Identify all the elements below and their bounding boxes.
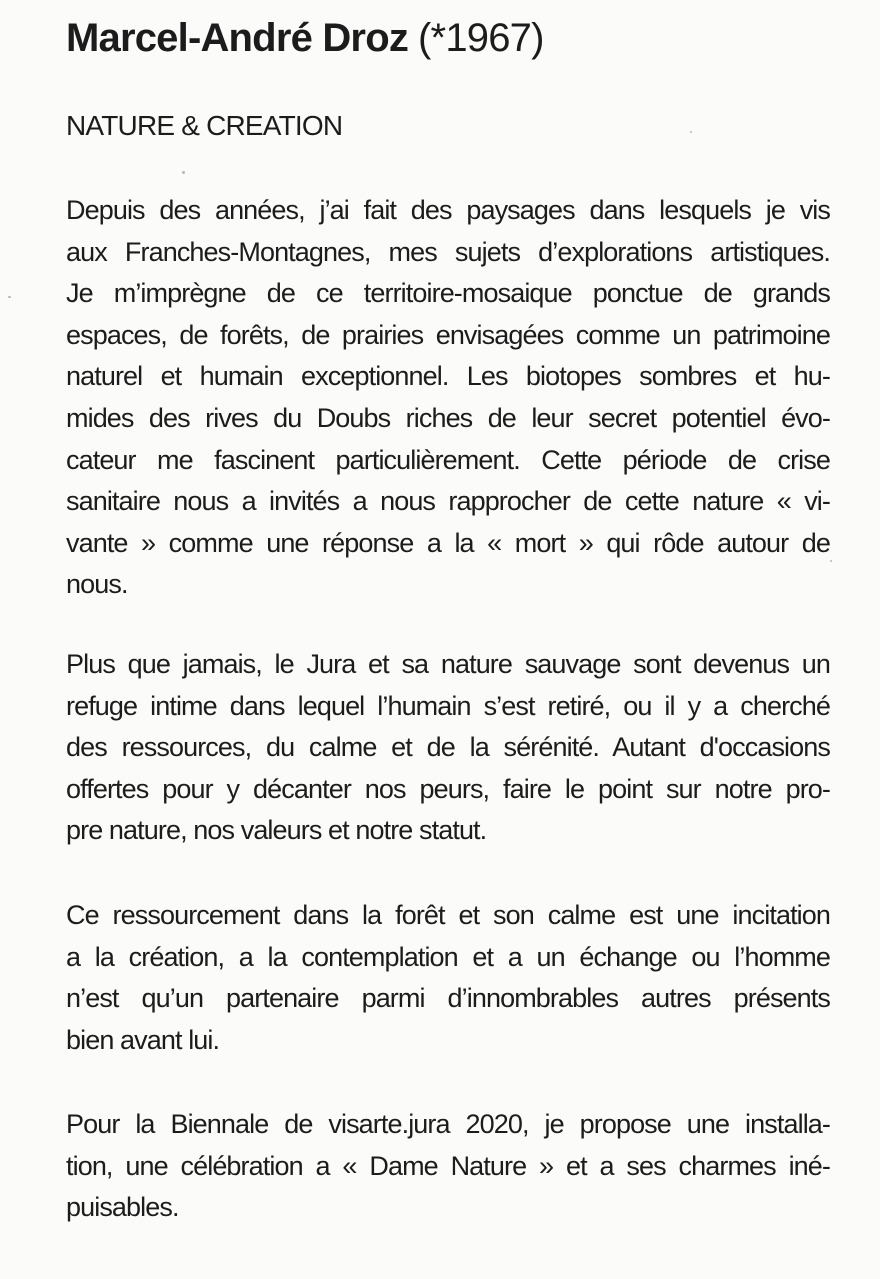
paper-speck: [690, 131, 692, 133]
text-line: espaces, de forêts, de prairies envisagées comme un patrimoine: [66, 319, 830, 350]
text-line: nous.: [66, 569, 128, 600]
paper-speck: [182, 171, 185, 174]
artist-birth-year: (*1967): [418, 16, 544, 60]
text-line: a la création, a la contemplation et a un échange ou l’homme: [66, 941, 830, 972]
paragraph-1: [66, 190, 830, 606]
paragraph-4: [66, 1104, 830, 1229]
text-line: refuge intime dans lequel l’humain s’est retiré, ou il y a cherché: [66, 690, 830, 721]
text-line: n’est qu’un partenaire parmi d’innombrables autres présents: [66, 983, 830, 1014]
text-line: pre nature, nos valeurs et notre statut.: [66, 815, 487, 846]
text-line: offertes pour y décanter nos peurs, faire le point sur notre pro-: [66, 773, 830, 804]
text-line: Plus que jamais, le Jura et sa nature sauvage sont devenus un: [66, 649, 830, 679]
paragraph-3: [66, 895, 830, 1061]
text-line: Depuis des années, j’ai fait des paysages dans lesquels je vis: [66, 195, 830, 225]
section-title: NATURE & CREATION: [66, 110, 343, 141]
paper-speck: [8, 296, 11, 298]
artist-name: Marcel-André Droz: [66, 16, 409, 60]
text-line: des ressources, du calme et de la sérénité. Autant d'occasions: [66, 732, 830, 763]
text-line: cateur me fascinent particulièrement. Cette période de crise: [66, 444, 830, 475]
text-line: Pour la Biennale de visarte.jura 2020, je propose une installa-: [66, 1109, 830, 1139]
text-line: puisables.: [66, 1192, 179, 1223]
paragraph-2: [66, 644, 830, 852]
text-line: Je m’imprègne de ce territoire-mosaique ponctue de grands: [66, 278, 830, 309]
text-line: aux Franches-Montagnes, mes sujets d’explorations artistiques.: [66, 236, 830, 267]
text-line: mides des rives du Doubs riches de leur secret potentiel évo-: [66, 402, 830, 433]
text-line: naturel et humain exceptionnel. Les biotopes sombres et hu-: [66, 361, 830, 392]
text-line: sanitaire nous a invités a nous rapprocher de cette nature « vi-: [66, 486, 830, 517]
paper-speck: [830, 560, 832, 562]
text-line: bien avant lui.: [66, 1024, 220, 1055]
text-line: vante » comme une réponse a la « mort » qui rôde autour de: [66, 527, 830, 558]
text-line: Ce ressourcement dans la forêt et son calme est une incitation: [66, 900, 830, 930]
artist-heading: [66, 10, 846, 66]
text-line: tion, une célébration a « Dame Nature » et a ses charmes iné-: [66, 1150, 830, 1181]
